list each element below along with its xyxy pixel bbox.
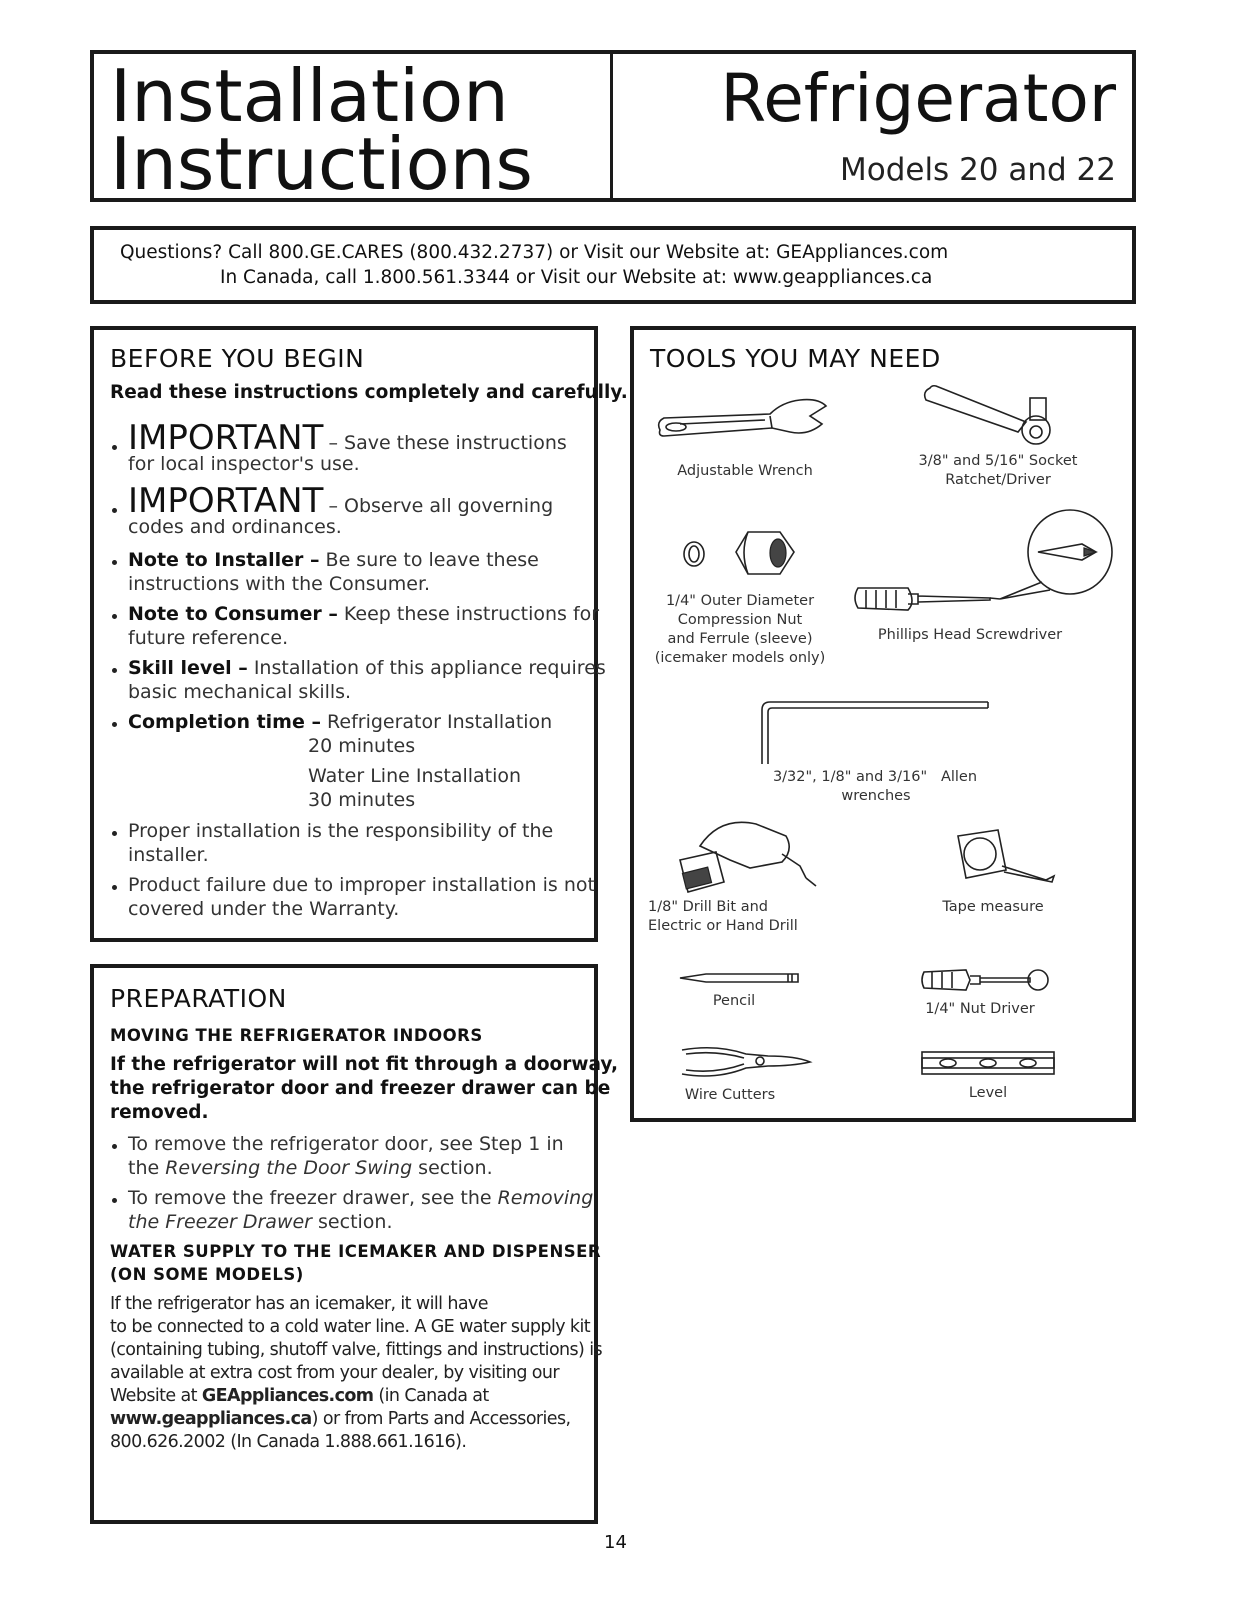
water-line5 [110,1385,489,1408]
prep-b2-pre: To remove the freezer drawer, see the [128,1187,492,1209]
wire-cutters-icon [676,1040,816,1084]
label-allen-1: 3/32", 1/8" and 3/16" Allen [772,769,978,785]
completion-label: Completion time – [128,711,321,733]
phillips-screwdriver-icon [850,508,1120,620]
models-subtitle: Models 20 and 22 [839,152,1116,188]
important-word: IMPORTANT [128,481,324,521]
label-tape: Tape measure [942,899,1044,915]
prep-title: PREPARATION [110,984,287,1013]
note-consumer [128,602,599,626]
contact-line1: Questions? Call 800.GE.CARES (800.432.2737) or Visit our Website at: GEAppliances.com [120,242,949,263]
note-installer [128,548,539,572]
label-level: Level [968,1085,1008,1101]
label-socket-1: 3/8" and 5/16" Socket [918,453,1078,469]
moving-heading: MOVING THE REFRIGERATOR INDOORS [110,1026,483,1045]
skill-label: Skill level – [128,657,248,679]
label-pencil: Pencil [712,993,756,1009]
before-lead: Read these instructions completely and carefully. [110,382,628,403]
important-word: IMPORTANT [128,418,324,458]
moving-bold2: the refrigerator door and freezer drawer can be [110,1078,611,1099]
important-2-cont: codes and ordinances. [128,516,342,538]
completion-time1: 20 minutes [308,735,416,757]
product-title: Refrigerator [720,60,1116,137]
before-title: BEFORE YOU BEGIN [110,344,365,373]
skill-level [128,656,606,680]
label-nut-driver: 1/4" Nut Driver [925,1001,1035,1017]
water-heading2: (ON SOME MODELS) [110,1265,304,1284]
nut-driver-icon [918,964,1058,996]
compression-nut-icon [672,522,812,582]
water-l6-post: ) or from Parts and Accessories, [311,1409,571,1429]
skill-text: Installation of this appliance requires [253,657,606,679]
allen-wrench-icon [758,698,998,768]
water-line7: 800.626.2002 (In Canada 1.888.661.1616). [110,1432,467,1452]
label-nut-2: Compression Nut [677,612,803,628]
bullet-dot [112,722,117,727]
label-wire-cutters: Wire Cutters [684,1087,776,1103]
label-wrench: Adjustable Wrench [677,463,813,479]
bullet-dot [112,1144,117,1149]
contact-line2: In Canada, call 1.800.561.3344 or Visit our Website at: www.geappliances.ca [220,267,933,288]
title-line2: Instructions [110,122,533,206]
proper-line1: Proper installation is the responsibility of the [128,820,554,842]
water-line6 [110,1408,570,1431]
socket-ratchet-icon [918,380,1068,450]
water-line2: to be connected to a cold water line. A GE water supply kit [110,1317,590,1337]
note-installer-label: Note to Installer – [128,549,320,571]
note-installer-cont: instructions with the Consumer. [128,573,431,595]
failure-line1: Product failure due to improper installation is not [128,874,595,896]
tape-measure-icon [950,822,1060,892]
water-line4: available at extra cost from your dealer, by visiting our [110,1363,559,1383]
bullet-dot [112,831,117,836]
label-nut-3: and Ferrule (sleeve) [667,631,813,647]
page-number: 14 [604,1532,627,1553]
bullet-dot [112,445,117,450]
label-drill-2: Electric or Hand Drill [648,918,798,934]
important-text: – Save these instructions [328,432,567,454]
bullet-dot [112,614,117,619]
prep-bullet1-line1: To remove the refrigerator door, see Step 1 in [128,1133,564,1155]
bullet-dot [112,508,117,513]
prep-b2-post: section. [318,1211,393,1233]
label-socket-2: Ratchet/Driver [945,472,1051,488]
water-line1: If the refrigerator has an icemaker, it will have [110,1294,488,1314]
note-consumer-cont: future reference. [128,627,289,649]
prep-b1-the: the [128,1157,160,1179]
important-1-cont: for local inspector's use. [128,453,360,475]
bullet-dot [112,1198,117,1203]
ge-canada-link[interactable]: www.geappliances.ca [110,1409,312,1429]
proper-line2: installer. [128,844,209,866]
title-line1: Installation [110,54,509,138]
prep-b2-italic1: Removing [497,1187,594,1209]
note-consumer-text: Keep these instructions for [343,603,600,625]
pencil-icon [676,968,806,988]
tools-title: TOOLS YOU MAY NEED [650,344,941,373]
prep-bullet1-line2 [128,1156,493,1180]
label-drill-1: 1/8" Drill Bit and [648,899,768,915]
adjustable-wrench-icon [650,392,830,448]
electric-drill-icon [660,806,820,896]
label-nut-4: (icemaker models only) [654,650,826,666]
water-l5-post: (in Canada at [378,1386,489,1406]
completion-time2: 30 minutes [308,789,416,811]
prep-b2-italic2: the Freezer Drawer [128,1211,312,1233]
label-allen-2: wrenches [841,788,911,804]
bullet-dot [112,560,117,565]
ge-website-link[interactable]: GEAppliances.com [201,1386,374,1406]
bullet-dot [112,885,117,890]
water-line3: (containing tubing, shutoff valve, fittings and instructions) is [110,1340,603,1360]
water-l5-pre: Website at [110,1386,197,1406]
water-heading1: WATER SUPPLY TO THE ICEMAKER AND DISPENSER [110,1242,602,1261]
label-screwdriver: Phillips Head Screwdriver [877,627,1063,643]
prep-bullet2-line2 [128,1210,393,1234]
note-consumer-label: Note to Consumer – [128,603,338,625]
prep-bullet2-line1 [128,1186,593,1210]
prep-b1-post: section. [418,1157,493,1179]
completion-text2: Water Line Installation [308,765,522,787]
level-icon [918,1048,1058,1078]
moving-bold3: removed. [110,1102,209,1123]
completion-text1: Refrigerator Installation [327,711,553,733]
header-divider [610,50,613,202]
important-text: – Observe all governing [328,495,554,517]
label-nut-1: 1/4" Outer Diameter [665,593,815,609]
failure-line2: covered under the Warranty. [128,898,400,920]
moving-bold1: If the refrigerator will not fit through a doorway, [110,1054,619,1075]
note-installer-text: Be sure to leave these [325,549,539,571]
prep-b1-italic: Reversing the Door Swing [165,1157,413,1179]
skill-cont: basic mechanical skills. [128,681,352,703]
completion-time [128,710,552,734]
bullet-dot [112,668,117,673]
